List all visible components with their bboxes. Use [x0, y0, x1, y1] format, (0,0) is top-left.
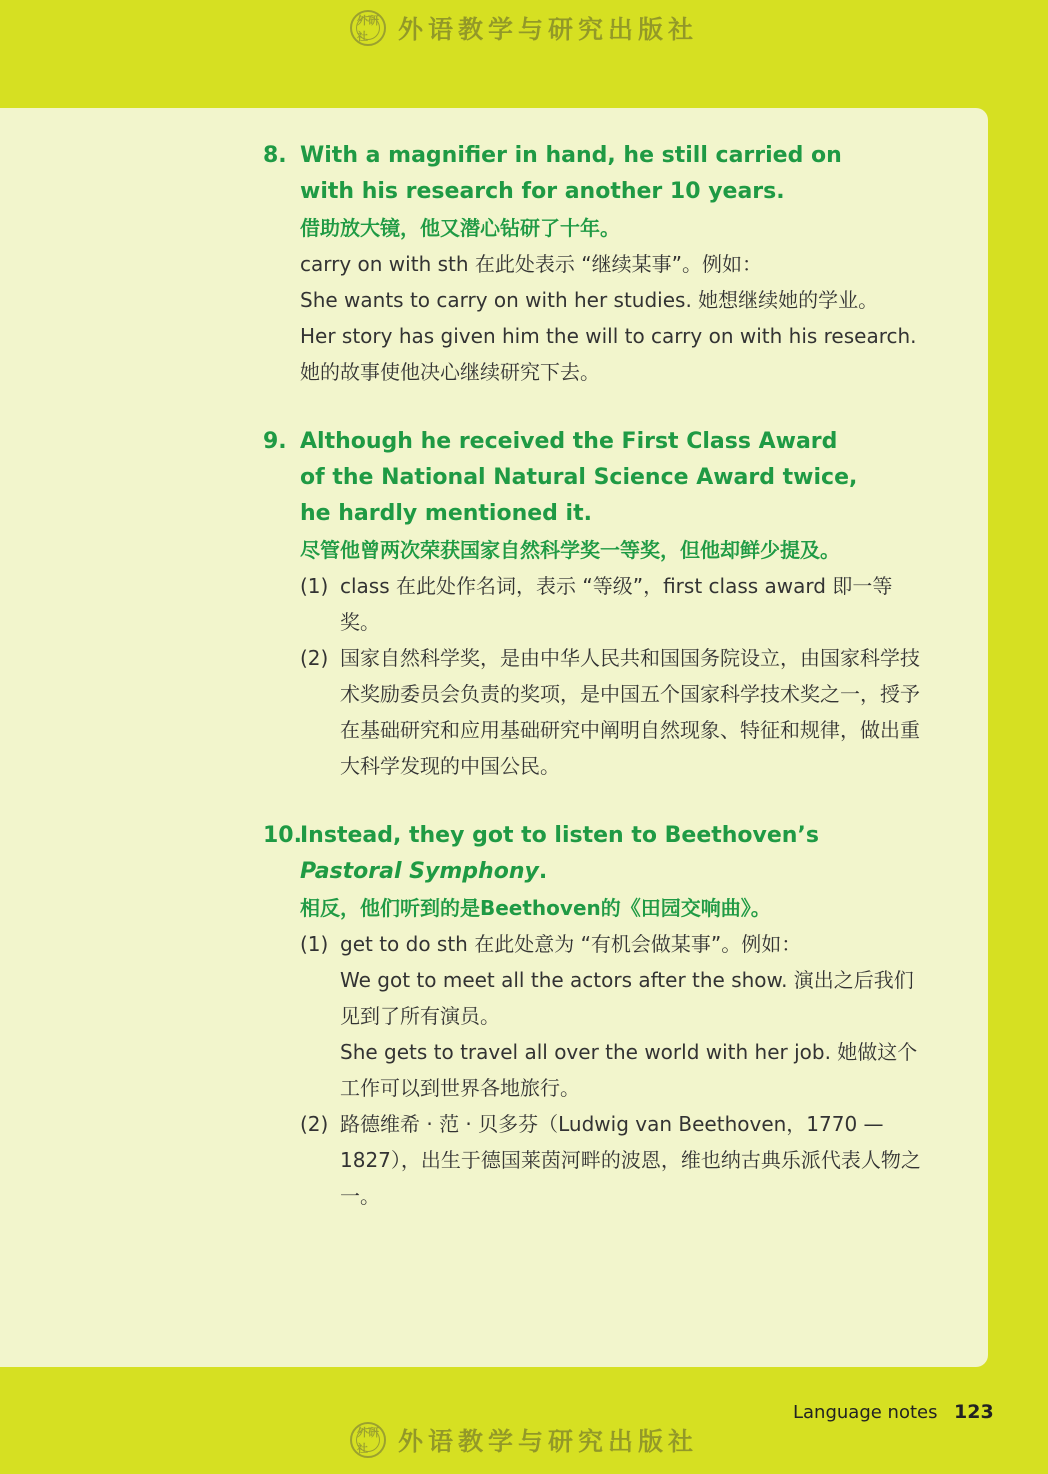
publisher-header [0, 10, 1048, 46]
note-item [300, 640, 923, 784]
note-chinese-translation: 借助放大镜，他又潜心钻研了十年。 [300, 216, 620, 240]
item-label: (1) [300, 574, 329, 598]
note-line: 她的故事使他决心继续研究下去。 [300, 360, 600, 384]
section-label: Language notes [793, 1402, 938, 1423]
page-number: 123 [954, 1401, 994, 1423]
item-text: get to do sth 在此处意为 “有机会做某事”。例如： [340, 932, 802, 956]
note-chinese-translation: 相反，他们听到的是Beethoven的《田园交响曲》。 [300, 896, 771, 920]
note-line: She wants to carry on with her studies. 她想继续她的学业。 [300, 288, 879, 312]
item-label: (2) [300, 646, 329, 670]
item-label: (1) [300, 932, 329, 956]
publisher-logo-icon [350, 10, 386, 46]
publisher-logo-text: 外研社 [356, 1426, 379, 1455]
note-chinese-translation: 尽管他曾两次荣获国家自然科学奖一等奖，但他却鲜少提及。 [300, 538, 840, 562]
item-example: We got to meet all the actors after the show. 演出之后我们见到了所有演员。 [340, 968, 914, 1028]
item-text: 国家自然科学奖，是由中华人民共和国国务院设立，由国家科学技术奖励委员会负责的奖项，是中国五个国家科学技术奖之一，授予在基础研究和应用基础研究中阐明自然现象、特征和规律，做出重大科学发现的中国公民。 [340, 646, 920, 778]
item-label: (2) [300, 1112, 329, 1136]
publisher-logo-icon [350, 1422, 386, 1458]
note-line: Her story has given him the will to carry on with his research. [300, 324, 917, 348]
note-item [300, 926, 923, 1106]
note-10 [263, 818, 923, 1214]
note-english-sentence [300, 818, 860, 890]
note-8 [263, 138, 923, 390]
publisher-name: 外语教学与研究出版社 [397, 1427, 698, 1456]
note-number: 8. [263, 143, 287, 168]
item-example: She gets to travel all over the world with her job. 她做这个工作可以到世界各地旅行。 [340, 1040, 918, 1100]
note-english-sentence: With a magnifier in hand, he still carried on with his research for another 10 years. [300, 143, 842, 204]
english-end: . [538, 859, 548, 884]
publisher-name: 外语教学与研究出版社 [397, 15, 698, 44]
note-number: 9. [263, 429, 287, 454]
english-italic-title: Pastoral Symphony [300, 859, 539, 884]
note-line: carry on with sth 在此处表示 “继续某事”。例如： [300, 252, 762, 276]
item-text: 路德维希 · 范 · 贝多芬（Ludwig van Beethoven，1770 — 1827），出生于德国莱茵河畔的波恩，维也纳古典乐派代表人物之一。 [340, 1112, 921, 1208]
note-item [300, 568, 923, 640]
publisher-logo-text: 外研社 [356, 14, 379, 43]
note-9 [263, 424, 923, 784]
publisher-footer [0, 1422, 1048, 1458]
language-notes [263, 138, 923, 1214]
english-main: Instead, they got to listen to Beethoven’s [300, 823, 819, 848]
item-text: class 在此处作名词，表示 “等级”，first class award 即一等奖。 [340, 574, 893, 634]
note-number: 10. [263, 823, 302, 848]
note-english-sentence: Although he received the First Class Award of the National Natural Science Award twice, he hardly mentioned it. [300, 429, 858, 526]
note-item [300, 1106, 923, 1214]
